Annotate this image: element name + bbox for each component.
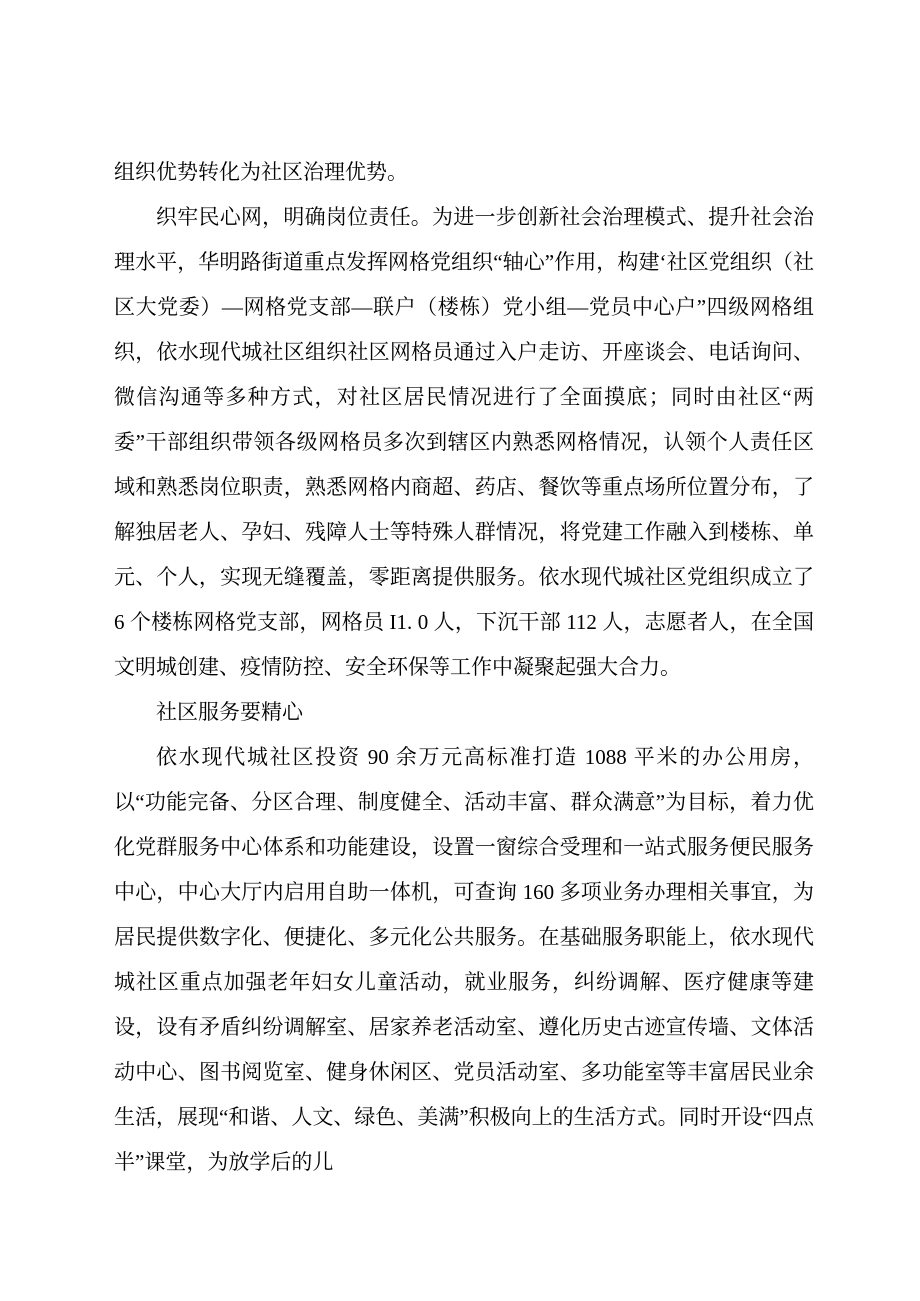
section-heading-community-service: 社区服务要精心 — [156, 700, 303, 724]
paragraph-grid-network: 织牢民心网，明确岗位责任。为进一步创新社会治理模式、提升社会治理水平，华明路街道重点发挥网格党组织“轴心”作用，构建‘社区党组织（社区大党委）—网格党支部—联户（楼栋）党小组—党员中心户”四级网格组织，依水现代城社区组织社区网格员通过入户走访、开座谈会、电话询问、微信沟通等多种方式，对社区居民情况进行了全面摸底；同时由社区“两委”干部组织带领各级网格员多次到辖区内熟悉网格情况，认领个人责任区域和熟悉岗位职责，熟悉网格内商超、药店、餐饮等重点场所位置分布，了解独居老人、孕妇、残障人士等特殊人群情况，将党建工作融入到楼栋、单元、个人，实现无缝覆盖，零距离提供服务。依水现代城社区党组织成立了 6 个楼栋网格党支部，网格员 I1. 0 人，下沉干部 112 人，志愿者人，在全国文明城创建、疫情防控、安全环保等工作中凝聚起强大合力。 — [114, 205, 814, 679]
document-body — [114, 150, 814, 1185]
paragraph-continuation: 组织优势转化为社区治理优势。 — [114, 160, 408, 184]
paragraph-community-service: 依水现代城社区投资 90 余万元高标准打造 1088 平米的办公用房，以“功能完备、分区合理、制度健全、活动丰富、群众满意”为目标，着力优化党群服务中心体系和功能建设，设置一窗综合受理和一站式服务便民服务中心，中心大厅内启用自助一体机，可查询 160 多项业务办理相关事宜，为居民提供数字化、便捷化、多元化公共服务。在基础服务职能上，依水现代城社区重点加强老年妇女儿童活动，就业服务，纠纷调解、医疗健康等建设，设有矛盾纠纷调解室、居家养老活动室、遵化历史古迹宣传墙、文体活动中心、图书阅览室、健身休闲区、党员活动室、多功能室等丰富居民业余生活，展现“和谐、人文、绿色、美满”积极向上的生活方式。同时开设“四点半”课堂，为放学后的儿 — [114, 745, 814, 1174]
